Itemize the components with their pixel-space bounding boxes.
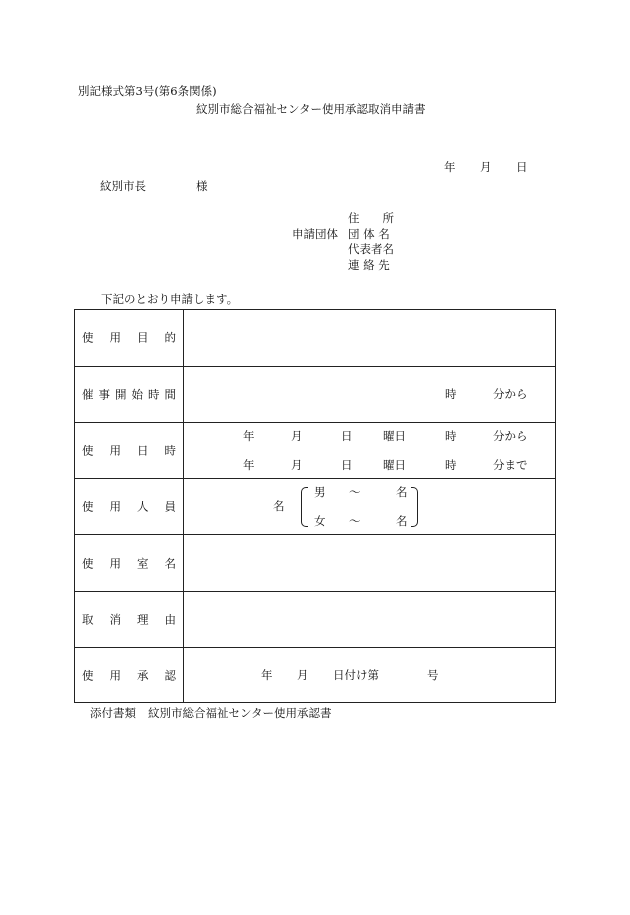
- addressee-name: 紋別市長: [100, 179, 146, 193]
- applicant-address-label: 住 所: [348, 211, 394, 225]
- row-usage-datetime: [75, 422, 555, 479]
- usage-to-year: 年: [243, 458, 255, 472]
- usage-to-month: 月: [291, 458, 303, 472]
- attendees-female-label: 女: [314, 514, 326, 528]
- usage-to-hour: 時: [445, 458, 457, 472]
- approval-month: 月: [297, 668, 309, 682]
- applicant-group-label: 申請団体: [292, 227, 338, 241]
- usage-from-day: 日: [341, 429, 353, 443]
- usage-to-minute: 分まで: [493, 458, 528, 472]
- event-start-hour: 時: [445, 387, 457, 401]
- attendees-male-tilde: 〜: [349, 485, 361, 499]
- date-day-label: 日: [516, 160, 528, 174]
- row-event-start: [75, 366, 555, 423]
- usage-from-minute: 分から: [493, 429, 528, 443]
- approval-year: 年: [261, 668, 273, 682]
- form-number: 別記様式第3号(第6条関係): [78, 84, 217, 98]
- attachment-label: 添付書類: [90, 706, 136, 720]
- usage-to-weekday: 曜日: [383, 458, 406, 472]
- usage-to-day: 日: [341, 458, 353, 472]
- event-start-label: 催 事 開 始 時 間: [82, 387, 176, 402]
- event-start-minute: 分から: [493, 387, 528, 401]
- usage-from-hour: 時: [445, 429, 457, 443]
- usage-datetime-label-cell: [75, 423, 184, 479]
- attendees-label: 使 用 人 員: [82, 499, 176, 514]
- attendees-label-cell: [75, 479, 184, 535]
- date-year-label: 年: [444, 160, 456, 174]
- attendees-bracket-right: [411, 487, 418, 527]
- usage-datetime-label: 使 用 日 時: [82, 443, 176, 458]
- applicant-contact-label: 連 絡 先: [348, 258, 390, 272]
- approval-date-suffix: 日付け第: [333, 668, 379, 682]
- intro-text: 下記のとおり申請します。: [101, 292, 239, 306]
- usage-from-month: 月: [291, 429, 303, 443]
- applicant-group-name-label: 団 体 名: [348, 227, 390, 241]
- application-table: [74, 309, 556, 703]
- reason-label: 取 消 理 由: [82, 612, 176, 627]
- event-start-label-cell: [75, 367, 184, 423]
- row-reason: [75, 591, 555, 648]
- attachment-document: 紋別市総合福祉センター使用承認書: [148, 706, 332, 720]
- attendees-bracket-left: [301, 487, 308, 527]
- page-title: 紋別市総合福祉センター使用承認取消申請書: [196, 102, 426, 116]
- purpose-label-cell: [75, 310, 184, 366]
- row-purpose: [75, 310, 555, 366]
- attendees-male-unit: 名: [396, 485, 408, 499]
- row-room: [75, 534, 555, 592]
- date-month-label: 月: [480, 160, 492, 174]
- usage-from-year: 年: [243, 429, 255, 443]
- purpose-label: 使 用 目 的: [82, 330, 176, 345]
- approval-number: 号: [427, 668, 439, 682]
- approval-label-cell: [75, 648, 184, 703]
- addressee-honorific: 様: [196, 179, 208, 193]
- approval-label: 使 用 承 認: [82, 667, 176, 682]
- usage-from-weekday: 曜日: [383, 429, 406, 443]
- row-attendees: [75, 478, 555, 535]
- applicant-representative-label: 代表者名: [348, 242, 394, 256]
- room-label: 使 用 室 名: [82, 555, 176, 570]
- reason-label-cell: [75, 592, 184, 648]
- attendees-male-label: 男: [314, 485, 326, 499]
- attendees-total-unit: 名: [273, 499, 285, 513]
- attendees-female-tilde: 〜: [349, 514, 361, 528]
- room-label-cell: [75, 535, 184, 592]
- row-approval: [75, 647, 555, 703]
- attendees-female-unit: 名: [396, 514, 408, 528]
